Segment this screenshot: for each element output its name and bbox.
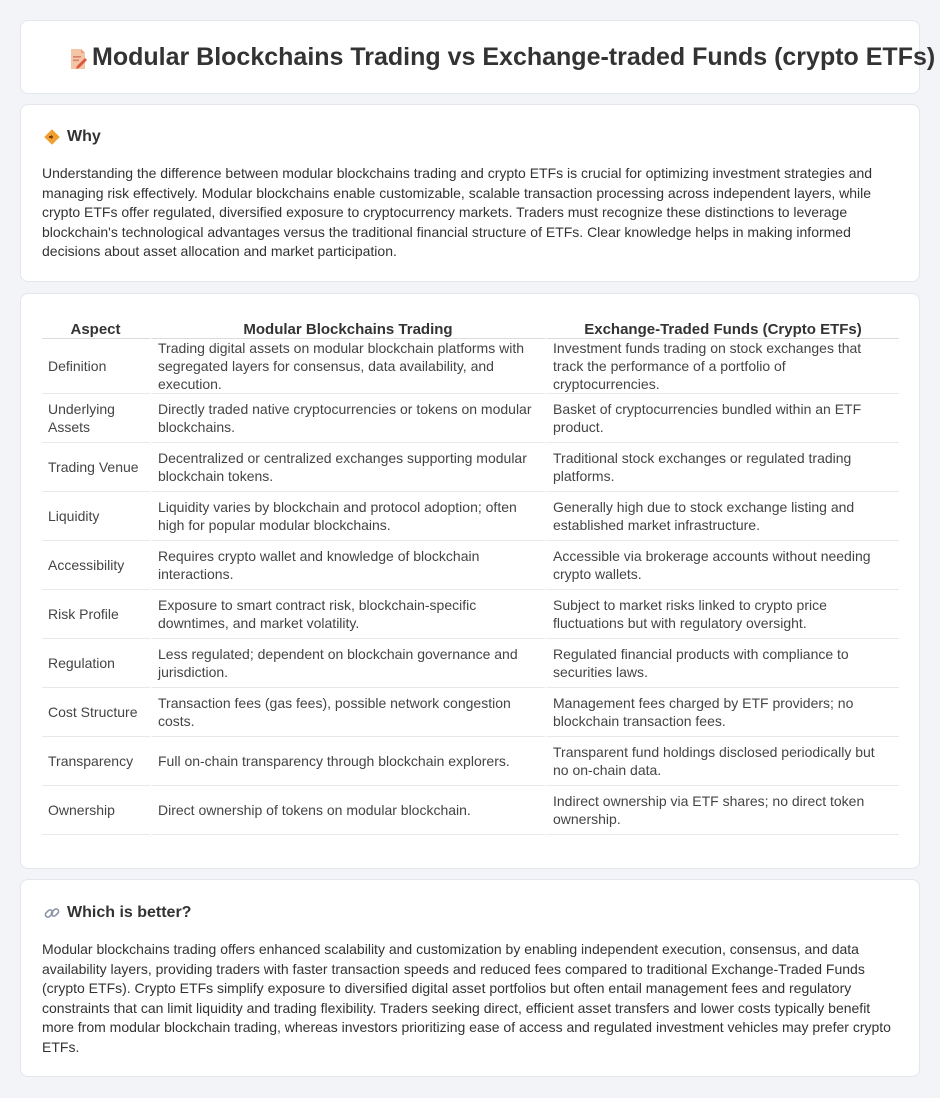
modular-cell: Exposure to smart contract risk, blockchain-specific downtimes, and market volatility.	[152, 590, 547, 639]
table-row	[42, 737, 899, 786]
aspect-cell: Underlying Assets	[42, 394, 152, 443]
modular-cell: Directly traded native cryptocurrencies or tokens on modular blockchains.	[152, 394, 547, 443]
aspect-cell: Risk Profile	[42, 590, 152, 639]
modular-cell: Less regulated; dependent on blockchain governance and jurisdiction.	[152, 639, 547, 688]
table-row	[42, 639, 899, 688]
comparison-section	[20, 293, 920, 869]
etf-cell: Subject to market risks linked to crypto price fluctuations but with regulatory oversight.	[547, 590, 899, 639]
table-row	[42, 688, 899, 737]
modular-cell: Direct ownership of tokens on modular blockchain.	[152, 786, 547, 835]
header-aspect: Aspect	[42, 315, 152, 339]
table-row	[42, 786, 899, 835]
table-row	[42, 394, 899, 443]
modular-cell: Requires crypto wallet and knowledge of blockchain interactions.	[152, 541, 547, 590]
aspect-cell: Transparency	[42, 737, 152, 786]
table-row	[42, 339, 899, 394]
why-section	[20, 104, 920, 282]
which-better-section	[20, 879, 920, 1077]
etf-cell: Accessible via brokerage accounts without needing crypto wallets.	[547, 541, 899, 590]
page-title: Modular Blockchains Trading vs Exchange-traded Funds (crypto ETFs)	[92, 43, 936, 71]
why-heading: Why	[67, 128, 101, 145]
table-header-row	[42, 315, 899, 339]
diamond-arrows-icon	[43, 128, 61, 146]
header-etf: Exchange-Traded Funds (Crypto ETFs)	[547, 315, 899, 339]
document-pencil-icon	[66, 47, 90, 71]
etf-cell: Basket of cryptocurrencies bundled within an ETF product.	[547, 394, 899, 443]
etf-cell: Generally high due to stock exchange listing and established market infrastructure.	[547, 492, 899, 541]
etf-cell: Traditional stock exchanges or regulated trading platforms.	[547, 443, 899, 492]
which-better-text: Modular blockchains trading offers enhanced scalability and customization by enabling independent execution, consensus, and data availability layers, providing traders with faster transaction speeds and reduced fees compared to traditional Exchange-Traded Funds (crypto ETFs). Crypto ETFs simplify exposure to diversified digital asset portfolios but often entail management fees and regulatory constraints that can limit liquidity and trading flexibility. Traders seeking direct, efficient asset transfers and lower costs typically benefit more from modular blockchain trading, whereas investors prioritizing ease of access and regulated investment vehicles may prefer crypto ETFs.	[42, 941, 891, 1055]
table-row	[42, 541, 899, 590]
aspect-cell: Definition	[42, 339, 152, 394]
modular-cell: Liquidity varies by blockchain and protocol adoption; often high for popular modular blockchains.	[152, 492, 547, 541]
modular-cell: Trading digital assets on modular blockchain platforms with segregated layers for consensus, data availability, and execution.	[152, 339, 547, 394]
etf-cell: Management fees charged by ETF providers; no blockchain transaction fees.	[547, 688, 899, 737]
aspect-cell: Regulation	[42, 639, 152, 688]
etf-cell: Investment funds trading on stock exchanges that track the performance of a portfolio of cryptocurrencies.	[547, 339, 899, 394]
why-text: Understanding the difference between modular blockchains trading and crypto ETFs is crucial for optimizing investment strategies and managing risk effectively. Modular blockchains enable customizable, scalable transaction processing across independent layers, while crypto ETFs offer regulated, diversified exposure to cryptocurrency markets. Traders must recognize these distinctions to leverage blockchain's technological advantages versus the traditional financial structure of ETFs. Clear knowledge helps in making informed decisions about asset allocation and market participation.	[42, 165, 873, 260]
aspect-cell: Accessibility	[42, 541, 152, 590]
aspect-cell: Ownership	[42, 786, 152, 835]
modular-cell: Full on-chain transparency through blockchain explorers.	[152, 737, 547, 786]
aspect-cell: Trading Venue	[42, 443, 152, 492]
comparison-table	[42, 315, 899, 835]
aspect-cell: Cost Structure	[42, 688, 152, 737]
which-better-heading: Which is better?	[67, 904, 192, 921]
etf-cell: Regulated financial products with compliance to securities laws.	[547, 639, 899, 688]
etf-cell: Indirect ownership via ETF shares; no direct token ownership.	[547, 786, 899, 835]
table-row	[42, 492, 899, 541]
etf-cell: Transparent fund holdings disclosed periodically but no on-chain data.	[547, 737, 899, 786]
modular-cell: Transaction fees (gas fees), possible network congestion costs.	[152, 688, 547, 737]
modular-cell: Decentralized or centralized exchanges supporting modular blockchain tokens.	[152, 443, 547, 492]
title-card	[20, 20, 936, 94]
table-row	[42, 443, 899, 492]
aspect-cell: Liquidity	[42, 492, 152, 541]
table-row	[42, 590, 899, 639]
header-modular: Modular Blockchains Trading	[152, 315, 547, 339]
link-icon	[43, 904, 61, 922]
